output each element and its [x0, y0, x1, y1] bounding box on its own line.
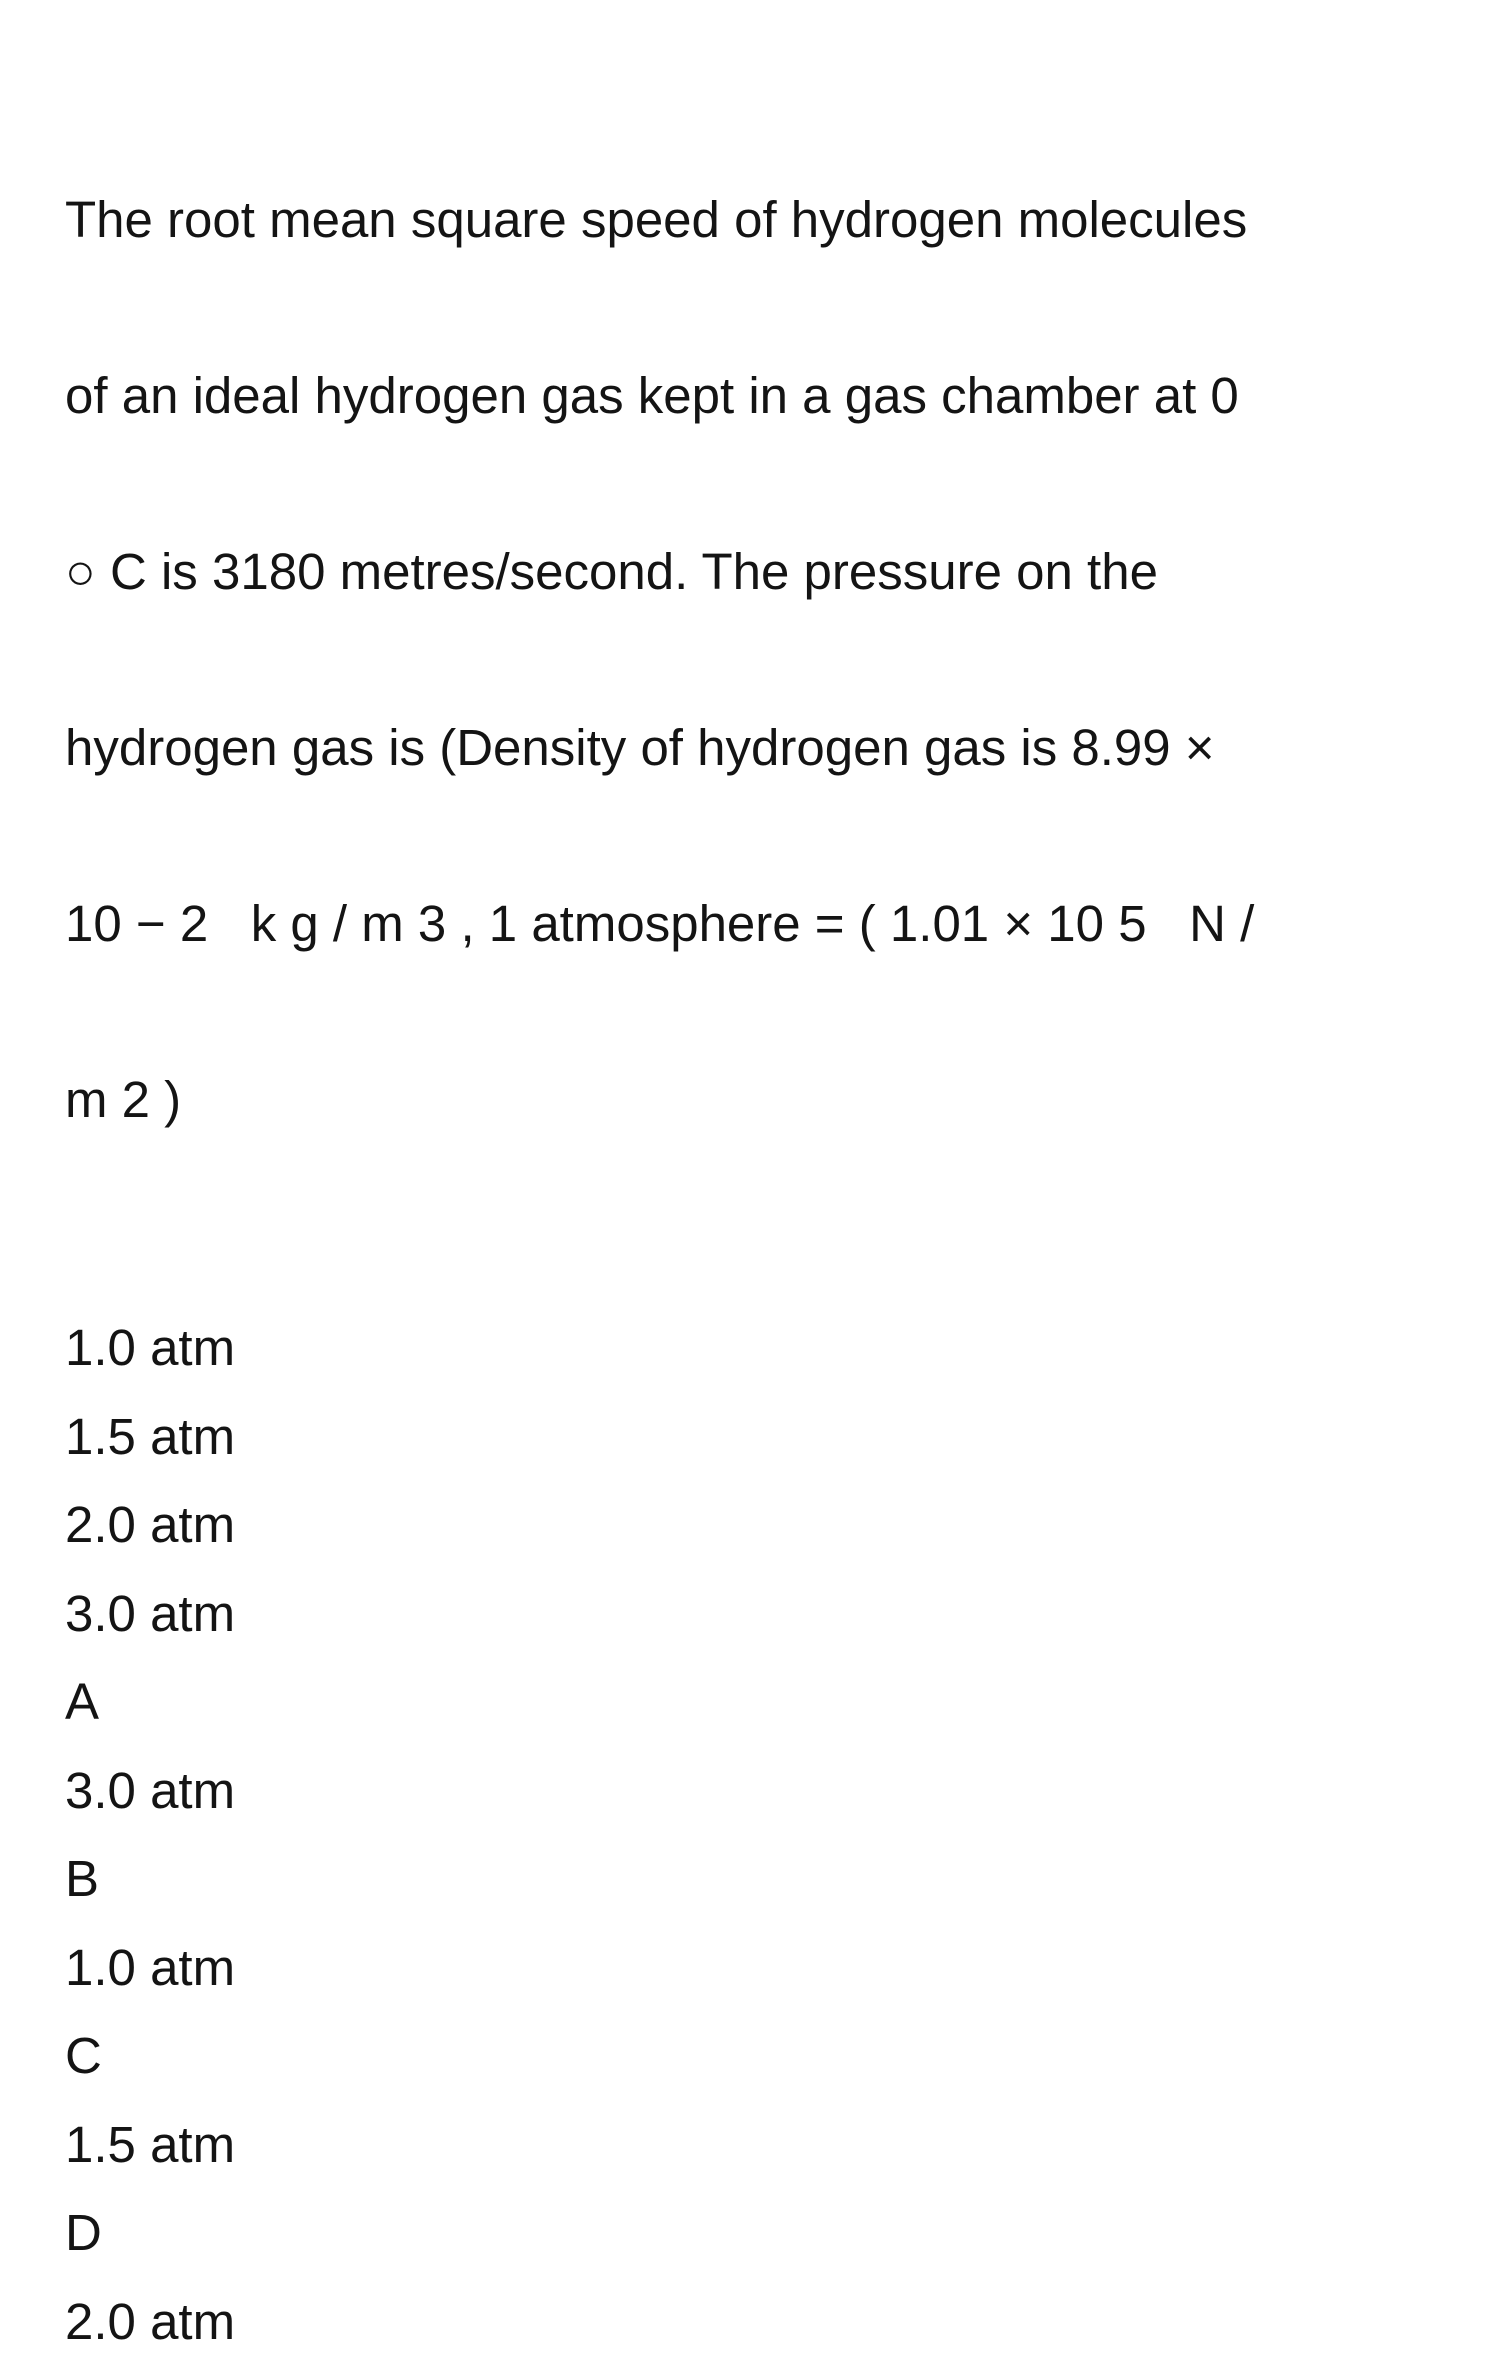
document-page: [65, 88, 1445, 2366]
question-text: [65, 88, 1445, 1232]
question-line: hydrogen gas is (Density of hydrogen gas is 8.99 ×: [65, 704, 1445, 792]
answer-letter-d: D: [65, 2189, 1445, 2278]
question-line: 10 − 2 k g / m 3 , 1 atmosphere = ( 1.01 × 10 5 N /: [65, 880, 1445, 968]
answer-text-b: 1.0 atm: [65, 1924, 1445, 2013]
answer-text-a: 3.0 atm: [65, 1747, 1445, 1836]
answer-letter-b: B: [65, 1835, 1445, 1924]
option-item: 2.0 atm: [65, 1481, 1445, 1570]
question-line: m 2 ): [65, 1056, 1445, 1144]
answer-letter-c: C: [65, 2012, 1445, 2101]
option-item: 1.5 atm: [65, 1393, 1445, 1482]
question-line: The root mean square speed of hydrogen molecules: [65, 176, 1445, 264]
answer-text-c: 1.5 atm: [65, 2101, 1445, 2190]
question-line: ○ C is 3180 metres/second. The pressure on the: [65, 528, 1445, 616]
answer-text-d: 2.0 atm: [65, 2278, 1445, 2366]
question-line: of an ideal hydrogen gas kept in a gas chamber at 0: [65, 352, 1445, 440]
answer-letter-a: A: [65, 1658, 1445, 1747]
option-list: [65, 1304, 1445, 2366]
option-item: 1.0 atm: [65, 1304, 1445, 1393]
option-item: 3.0 atm: [65, 1570, 1445, 1659]
